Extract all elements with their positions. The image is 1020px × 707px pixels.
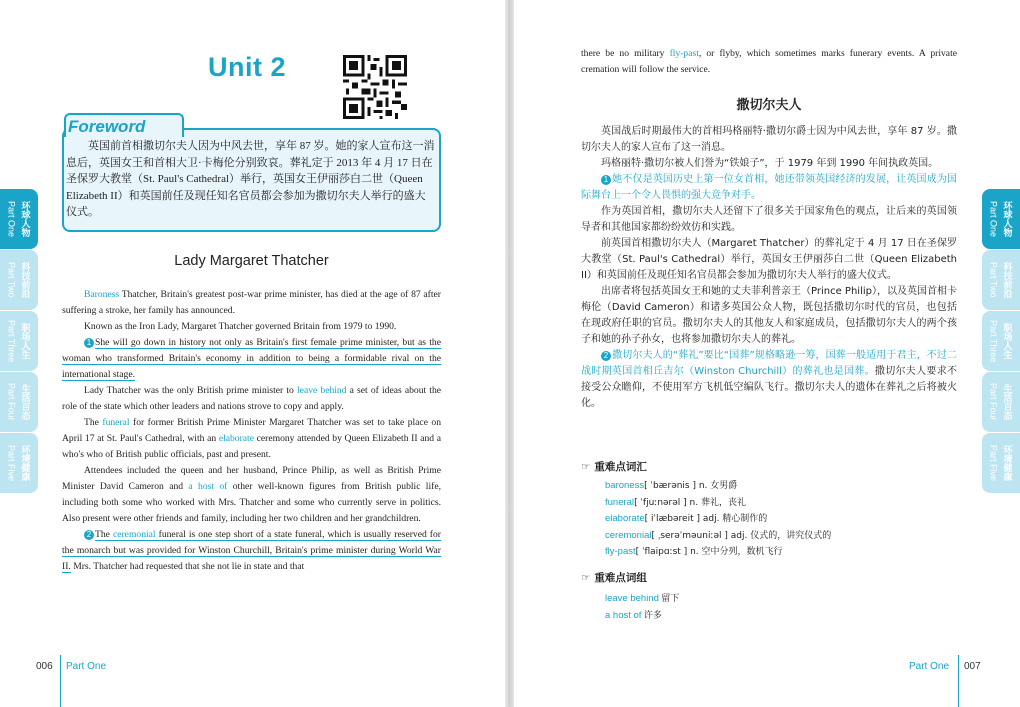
section-tab[interactable]: [0, 433, 38, 493]
vocab-heading-text: 重难点词汇: [594, 461, 647, 473]
article-body-zh: [581, 124, 957, 412]
section-tab-title: 生活百态: [19, 384, 30, 420]
section-tab-title: 环球人物: [19, 201, 30, 237]
paragraph: 玛格丽特·撒切尔被人们誉为“铁娘子”，于 1979 年到 1990 年间执政英国。: [601, 158, 939, 169]
right-page: [514, 0, 1020, 707]
vocab-word: funeral: [605, 496, 635, 508]
paragraph: [581, 348, 957, 412]
vocab-heading: [581, 459, 647, 474]
section-tabs-left: [0, 189, 38, 494]
paragraph-text: The: [95, 529, 113, 540]
section-tab-title: 环境健康: [1001, 445, 1012, 481]
keyword: leave behind: [297, 385, 347, 396]
paragraph-text: there be no military: [581, 48, 670, 59]
keyword: Baroness: [84, 289, 120, 300]
section-tab-label: Part Five: [988, 444, 999, 481]
section-tab-label: Part One: [6, 200, 17, 238]
phrase-definition: 留下: [661, 594, 680, 604]
section-tab[interactable]: [982, 189, 1020, 249]
paragraph: [62, 287, 441, 319]
phrase-heading-text: 重难点词组: [594, 572, 647, 584]
page-number: 006: [36, 661, 53, 672]
vocab-word: baroness: [605, 480, 645, 491]
paragraph: [581, 172, 957, 204]
paragraph-text: Lady Thatcher was the only British prime minister to: [84, 385, 298, 396]
section-tab-title: 环球人物: [1001, 201, 1012, 237]
article-body-en: [62, 287, 441, 575]
phrase-list: [605, 591, 679, 624]
vocab-definition: [ ˈflaipɑːst ] n. 空中分列，数机飞行: [635, 547, 783, 557]
section-tab-title: 生活百态: [1001, 384, 1012, 420]
paragraph: 英国战后时期最伟大的首相玛格丽特·撒切尔爵士因为中风去世，享年 87 岁。撒切尔夫人的家人宣布了这一消息。: [581, 126, 957, 153]
unit-title: Unit 2: [208, 52, 287, 82]
vocab-definition: [ ˌserəˈməuniːəl ] adj. 仪式的，讲究仪式的: [651, 530, 832, 541]
foreword-text: 英国前首相撒切尔夫人因为中风去世，享年 87 岁。她的家人宣布这一消息后，英国女王和首相大卫·卡梅伦分别致哀。葬礼定于 2013 年 4 月 17 日在圣保罗大教堂（St. Paul's Cathedral）举行，英国女王伊丽莎白二世（Queen Elizabeth II）和英国前任及现任知名官员都会参加为撒切尔夫人举行的盛大仪式。: [66, 140, 435, 218]
phrase-word: a host of: [605, 609, 642, 621]
section-tab-label: Part One: [988, 200, 999, 238]
pointing-hand-icon: ☞: [581, 572, 591, 584]
paragraph-text: other well-known figures from British public life, including both some who worked with Mrs. Thatcher and some who currently serve in politics. Also present were other friends and family, including her two children and her grandchildren.: [62, 481, 441, 524]
article-title: Lady Margaret Thatcher: [174, 253, 329, 269]
paragraph-text: ceremony attended by Queen Elizabeth II and a who's who of British public officials, past and present.: [62, 433, 441, 460]
section-tab-label: Part Three: [988, 319, 999, 363]
paragraph: [62, 383, 441, 415]
paragraph-text: a set of ideas about the role of the state which other leaders and nations strove to copy and apply.: [62, 385, 442, 412]
footer-rule: [958, 655, 959, 707]
section-tab-label: Part Three: [6, 319, 17, 363]
vocab-item: [605, 495, 831, 512]
pointing-hand-icon: ☞: [581, 461, 591, 473]
vocab-word: ceremonial: [605, 529, 652, 541]
keyword: elaborate: [218, 433, 254, 444]
section-tab[interactable]: [0, 311, 38, 371]
highlighted-sentence: 撒切尔夫人的“葬礼”要比“国葬”规格略逊一筹，国葬一般适用于君主，不过二战时期英国首相丘吉尔（Winston Churchill）的葬礼也是国葬。: [581, 350, 957, 377]
section-tab-label: Part Four: [6, 383, 17, 421]
section-tab[interactable]: [982, 433, 1020, 493]
foreword-label: Foreword: [68, 117, 146, 136]
section-tab-label: Part Two: [988, 262, 999, 298]
section-tab[interactable]: [982, 372, 1020, 432]
phrase-word: leave behind: [605, 593, 659, 604]
vocab-definition: [ iˈlæbəreit ] adj. 精心制作的: [644, 514, 768, 524]
paragraph-text: Attendees included the queen and her husband, Prince Philip, as well as British Prime Minister David Cameron and: [62, 465, 441, 492]
section-tab-title: 科技前沿: [19, 262, 30, 298]
part-label: Part One: [909, 661, 950, 672]
paragraph: 前英国首相撒切尔夫人（Margaret Thatcher）的葬礼定于 4 月 17 日在圣保罗大教堂（St. Paul's Cathedral）举行，英国女王伊丽莎白二世（Queen Elizabeth II）和英国前任及现任知名官员都会参加为撒切尔夫人举行的盛大仪式。: [581, 238, 957, 281]
vocab-definition: [ ˈfjuːnərəl ] n. 葬礼，丧礼: [634, 497, 746, 508]
left-page: [0, 0, 505, 707]
highlighted-sentence: She will go down in history not only as Britain's first female prime minister, but as the woman who transformed Britain's economy in addition to being a formidable rival on the international stage.: [62, 337, 441, 380]
section-tab[interactable]: [982, 311, 1020, 371]
vocab-item: [605, 511, 831, 528]
note-marker: 2: [84, 530, 94, 540]
section-tabs-right: [982, 189, 1020, 494]
note-marker: 1: [601, 175, 611, 185]
keyword: funeral: [102, 417, 130, 428]
paragraph-text: Mrs. Thatcher had requested that she not lie in state and that: [70, 561, 305, 572]
keyword: ceremonial: [112, 529, 156, 540]
qr-code-icon: [343, 55, 407, 119]
section-tab-label: Part Five: [6, 444, 17, 481]
paragraph-text: The: [84, 417, 103, 428]
phrase-definition: 许多: [643, 610, 662, 621]
vocab-definition: [ ˈbærənis ] n. 女男爵: [644, 481, 738, 491]
section-tab-title: 职场人生: [19, 323, 30, 359]
section-tab-title: 科技前沿: [1001, 262, 1012, 298]
paragraph: 出席者将包括英国女王和她的丈夫菲利普亲王（Prince Philip），以及英国首相卡梅伦（David Cameron）和诸多英国公众人物，既包括撒切尔时代的官员，也包括在现政府任职的官员。撒切尔夫人的其他友人和家庭成员，包括撒切尔夫人的两个孩子和她的孙子孙女，也将参加撒切尔夫人的葬礼。: [581, 286, 957, 345]
section-tab-label: Part Two: [6, 262, 17, 298]
paragraph: Known as the Iron Lady, Margaret Thatcher governed Britain from 1979 to 1990.: [84, 321, 397, 332]
paragraph: [62, 415, 441, 463]
article-continuation: [581, 46, 957, 78]
section-tab[interactable]: [0, 250, 38, 310]
section-tab-title: 职场人生: [1001, 323, 1012, 359]
paragraph-text: 撒切尔夫人要求不接受公众瞻仰，不使用军方飞机低空编队飞行。撒切尔夫人的遗体在葬礼之后将被火化。: [581, 366, 957, 409]
paragraph-text: , or flyby, which sometimes marks funerary events. A private cremation will follow the service.: [581, 48, 957, 75]
phrase-item: [605, 608, 679, 625]
note-marker: 1: [84, 338, 94, 348]
section-tab[interactable]: [0, 372, 38, 432]
part-label: Part One: [66, 661, 107, 672]
keyword: fly-past: [669, 48, 699, 59]
keyword: a host of: [188, 481, 228, 492]
vocab-word: fly-past: [605, 546, 636, 557]
paragraph: [62, 527, 441, 575]
section-tab-label: Part Four: [988, 383, 999, 421]
paragraph-text: Thatcher, Britain's greatest post-war prime minister, has died at the age of 87 after suffering a stroke, her family has announced.: [62, 289, 441, 316]
phrase-item: [605, 591, 679, 608]
vocab-word: elaborate: [605, 513, 645, 524]
page-number: 007: [964, 661, 981, 672]
translation-title: 撒切尔夫人: [736, 98, 802, 113]
footer-rule: [60, 655, 61, 707]
section-tab-title: 环境健康: [19, 445, 30, 481]
note-marker: 2: [601, 351, 611, 361]
paragraph-text: funeral is one step short of a state funeral, which is usually reserved for the monarch but was provided for Winston Churchill, Britain's prime minister during World War II.: [62, 529, 441, 572]
section-tab[interactable]: [0, 189, 38, 249]
paragraph: 作为英国首相，撒切尔夫人还留下了很多关于国家角色的观点，让后来的英国领导者和其他国家都纷纷效仿和实践。: [581, 206, 957, 233]
phrase-heading: [581, 570, 647, 585]
vocab-item: [605, 544, 831, 561]
paragraph: [62, 335, 441, 383]
section-tab[interactable]: [982, 250, 1020, 310]
vocab-list: [605, 478, 831, 561]
paragraph: [62, 463, 441, 527]
vocab-item: [605, 528, 831, 545]
highlighted-sentence: 她不仅是英国历史上第一位女首相，她还带领英国经济的发展，让英国成为国际舞台上一个令人畏惧的强大竞争对手。: [581, 174, 957, 201]
paragraph-text: for former British Prime Minister Margaret Thatcher was set to take place on April 17 at St. Paul's Cathedral, with an: [62, 417, 441, 444]
vocab-item: [605, 478, 831, 495]
book-spine: [505, 0, 514, 707]
